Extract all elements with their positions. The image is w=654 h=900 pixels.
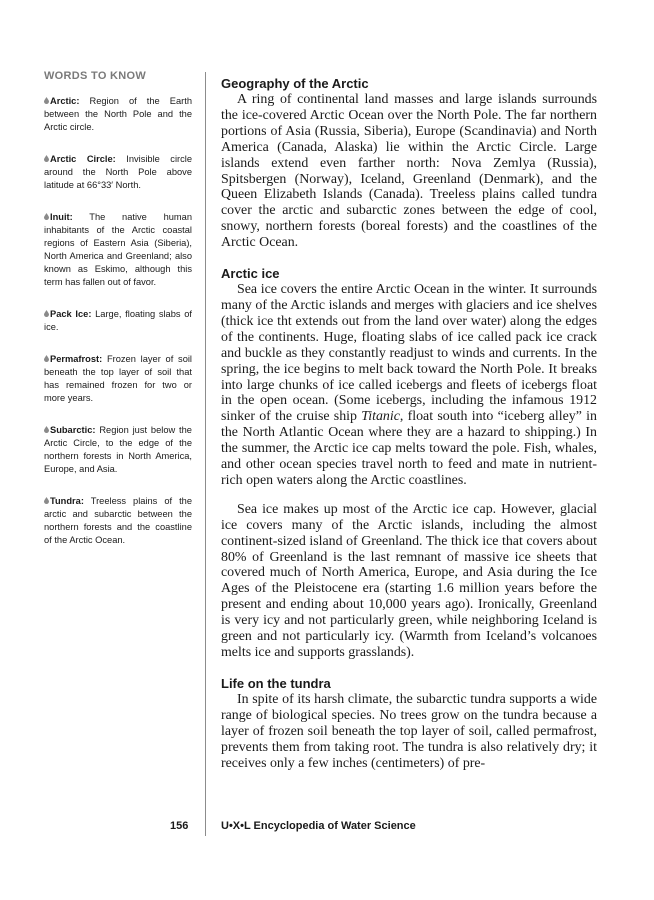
term-definition: The native human inhabitants of the Arctic coastal regions of Eastern Asia (Siberia), North America and Greenland; also known as Eskimo, although this term has fallen out of favor. xyxy=(44,212,192,287)
term-name: Arctic: xyxy=(50,96,80,106)
paragraph: A ring of continental land masses and large islands surrounds the ice-covered Arctic Ocean over the North Pole. The far northern portions of Asia (Russia, Siberia), Europe (Scandinavia) and North America (Canada, Alaska) lie within the Arctic Circle. Large islands extend even farther north: Nova Zemlya (Russia), Spitsbergen (Norway), Iceland, Greenland (Denmark), and the Queen Elizabeth Islands (Canada). Treeless plains called tundra cover the arctic and subarctic zones between the edge of cool, snowy, northern forests (boreal forests) and the coastlines of the Arctic Ocean. xyxy=(221,92,597,251)
term-definition: Large, floating slabs of ice. xyxy=(44,309,192,332)
paragraph: Sea ice makes up most of the Arctic ice cap. However, glacial ice covers many of the Arctic islands, including the almost continent-sized island of Greenland. The thick ice that covers about 80% of Greenland is the last remnant of massive ice sheets that covered much of North America, Europe, and Asia during the Ice Ages of the Pleistocene era (starting 1.6 million years before the present and ending about 10,000 years ago). Ironically, Greenland is very icy and not particularly green, while neighboring Iceland is green and not particularly icy. (Warmth from Iceland’s volcanoes melts ice and supports grasslands). xyxy=(221,501,597,660)
term-definition: Region just below the Arctic Circle, to the edge of the northern forests in North America, Europe, and Asia. xyxy=(44,425,192,474)
term-name: Pack Ice: xyxy=(50,309,92,319)
term-name: Permafrost: xyxy=(50,354,103,364)
glossary-term xyxy=(44,211,192,289)
water-drop-icon xyxy=(44,497,49,504)
section-heading-arctic-ice: Arctic ice xyxy=(221,266,280,282)
term-name: Subarctic: xyxy=(50,425,96,435)
term-name: Arctic Circle: xyxy=(50,154,116,164)
words-to-know-sidebar xyxy=(44,70,192,566)
glossary-term xyxy=(44,153,192,192)
water-drop-icon xyxy=(44,97,49,104)
water-drop-icon xyxy=(44,426,49,433)
term-name: Tundra: xyxy=(50,496,84,506)
term-definition: Treeless plains of the arctic and subarctic between the northern forests and the coastline of the Arctic Ocean. xyxy=(44,496,192,545)
glossary-term xyxy=(44,495,192,547)
column-divider xyxy=(205,72,206,832)
term-definition: Region of the Earth between the North Pole and the Arctic circle. xyxy=(44,96,192,132)
paragraph: In spite of its harsh climate, the subarctic tundra supports a wide range of biological species. No trees grow on the tundra because a layer of frozen soil beneath the top layer of soil, called permafrost, prevents them from taking root. The tundra is also relatively dry; it receives only a few inches (centimeters) of pre- xyxy=(221,691,597,771)
section-heading-tundra: Life on the tundra xyxy=(221,675,331,691)
paragraph: Sea ice covers the entire Arctic Ocean in the winter. It surrounds many of the Arctic islands and merges with glaciers and ice shelves (thick ice tht extends out from the land over water) along the edges of the continents. Huge, floating slabs of ice called pack ice crack and buckle as they constantly readjust to winds and currents. In the spring, the ice begins to melt back toward the North Pole. It breaks into large chunks of ice called icebergs and fleets of icebergs float in the open ocean. (Some icebergs, including the infamous 1912 sinker of the cruise ship Titanic, float south into “iceberg alley” in the North Atlantic Ocean where they are a hazard to shipping.) In the summer, the Arctic ice cap melts toward the pole. Fish, whales, and other ocean species travel north to feed and mate in nutrient-rich open waters along the Arctic coastlines. xyxy=(221,282,597,488)
section-heading-geography: Geography of the Arctic xyxy=(221,76,369,91)
water-drop-icon xyxy=(44,355,49,362)
main-article xyxy=(221,76,597,771)
glossary-term xyxy=(44,95,192,134)
term-name: Inuit: xyxy=(50,212,73,222)
term-definition: Frozen layer of soil beneath the top layer of soil that has remained frozen for two or more years. xyxy=(44,354,192,403)
term-definition: Invisible circle around the North Pole above latitude at 66°33′ North. xyxy=(44,154,192,190)
water-drop-icon xyxy=(44,155,49,162)
book-title: U•X•L Encyclopedia of Water Science xyxy=(221,820,416,832)
footer-divider xyxy=(205,816,206,836)
water-drop-icon xyxy=(44,213,49,220)
sidebar-heading: WORDS TO KNOW xyxy=(44,70,147,82)
water-drop-icon xyxy=(44,310,49,317)
glossary-term xyxy=(44,308,192,334)
ship-name: Titanic xyxy=(361,409,400,425)
glossary-term xyxy=(44,424,192,476)
page-number: 156 xyxy=(170,820,189,832)
glossary-term xyxy=(44,353,192,405)
